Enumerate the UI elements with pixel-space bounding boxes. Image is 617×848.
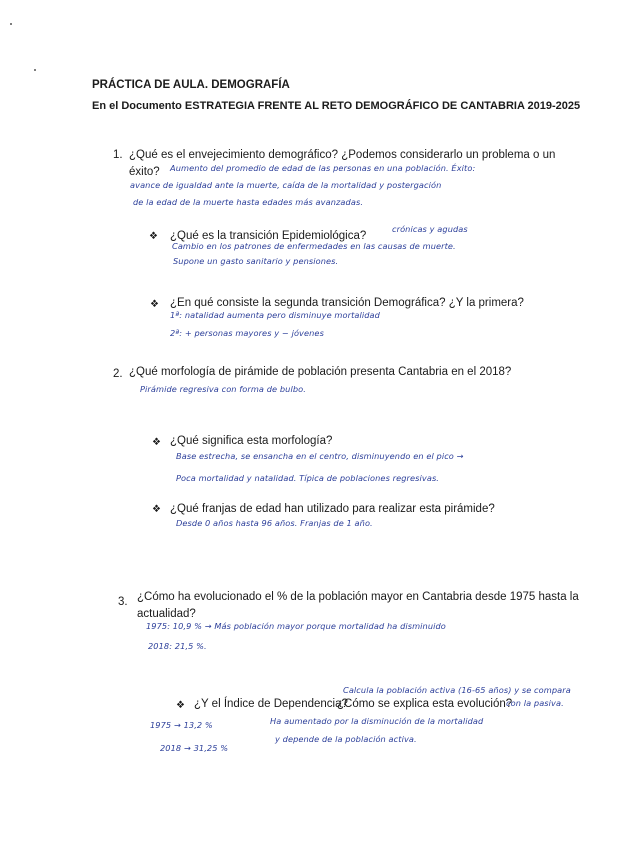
q3-sub1-note-line2: con la pasiva. — [506, 698, 564, 708]
q3-sub1-note-line1: Calcula la población activa (16-65 años) y se compara — [343, 685, 571, 695]
q3-sub1-answer-right2: y depende de la población activa. — [275, 734, 417, 744]
q1-answer-line2: avance de igualdad ante la muerte, caída de la mortalidad y postergación — [130, 180, 442, 190]
q3-sub1-answer-right1: Ha aumentado por la disminución de la mortalidad — [270, 716, 484, 726]
q1-sub2-answer-line1: 1ª: natalidad aumenta pero disminuye mortalidad — [170, 310, 380, 320]
q2-sub1-question: ¿Qué significa esta morfología? — [170, 435, 333, 447]
page-subtitle: En el Documento ESTRATEGIA FRENTE AL RETO DEMOGRÁFICO DE CANTABRIA 2019-2025 — [92, 100, 581, 112]
q1-sub2-bullet-icon: ❖ — [150, 299, 159, 310]
q3-answer-line2: 2018: 21,5 %. — [148, 641, 207, 651]
q3-sub1-question-b: ¿Cómo se explica esta evolución? — [337, 698, 513, 710]
q1-question-line1: ¿Qué es el envejecimiento demográfico? ¿Podemos considerarlo un problema o un — [129, 149, 556, 161]
q2-sub2-bullet-icon: ❖ — [152, 504, 161, 515]
q1-answer-line1: Aumento del promedio de edad de las personas en una población. Éxito: — [170, 163, 476, 173]
q1-number: 1. — [113, 149, 123, 161]
q3-number: 3. — [118, 596, 128, 608]
q3-sub1-answer-left2: 2018 → 31,25 % — [160, 743, 229, 753]
q1-sub2-question: ¿En qué consiste la segunda transición Demográfica? ¿Y la primera? — [170, 297, 524, 309]
q1-sub1-answer-insert: crónicas y agudas — [392, 224, 468, 234]
q2-sub1-answer-line1: Base estrecha, se ensancha en el centro, disminuyendo en el pico → — [176, 451, 464, 461]
q2-sub1-answer-line2: Poca mortalidad y natalidad. Típica de poblaciones regresivas. — [176, 473, 440, 483]
scan-mark — [10, 23, 12, 25]
q2-number: 2. — [113, 368, 123, 380]
q3-question-line1: ¿Cómo ha evolucionado el % de la población mayor en Cantabria desde 1975 hasta la — [137, 591, 579, 603]
q1-sub1-answer-line2: Supone un gasto sanitario y pensiones. — [173, 256, 339, 266]
q3-answer-line1: 1975: 10,9 % → Más población mayor porque mortalidad ha disminuido — [146, 621, 446, 631]
q1-answer-line3: de la edad de la muerte hasta edades más avanzadas. — [133, 197, 364, 207]
q2-answer-line1: Pirámide regresiva con forma de bulbo. — [140, 384, 306, 394]
q1-sub2-answer-line2: 2ª: + personas mayores y − jóvenes — [170, 328, 324, 338]
q2-sub2-question: ¿Qué franjas de edad han utilizado para realizar esta pirámide? — [170, 503, 495, 515]
page-title: PRÁCTICA DE AULA. DEMOGRAFÍA — [92, 79, 290, 91]
q1-question-line2: éxito? — [129, 166, 160, 178]
q2-sub2-answer-line1: Desde 0 años hasta 96 años. Franjas de 1 año. — [176, 518, 373, 528]
q1-sub1-answer-line1: Cambio en los patrones de enfermedades en las causas de muerte. — [172, 241, 456, 251]
q2-sub1-bullet-icon: ❖ — [152, 437, 161, 448]
scan-mark — [34, 69, 36, 71]
q1-sub1-question: ¿Qué es la transición Epidemiológica? — [170, 230, 367, 242]
q3-sub1-bullet-icon: ❖ — [176, 700, 185, 711]
q1-sub1-bullet-icon: ❖ — [149, 231, 158, 242]
q3-sub1-question-a: ¿Y el Índice de Dependencia? — [194, 698, 348, 710]
q2-question-line1: ¿Qué morfología de pirámide de población presenta Cantabria en el 2018? — [129, 366, 512, 378]
q3-question-line2: actualidad? — [137, 608, 196, 620]
q3-sub1-answer-left1: 1975 → 13,2 % — [150, 720, 213, 730]
